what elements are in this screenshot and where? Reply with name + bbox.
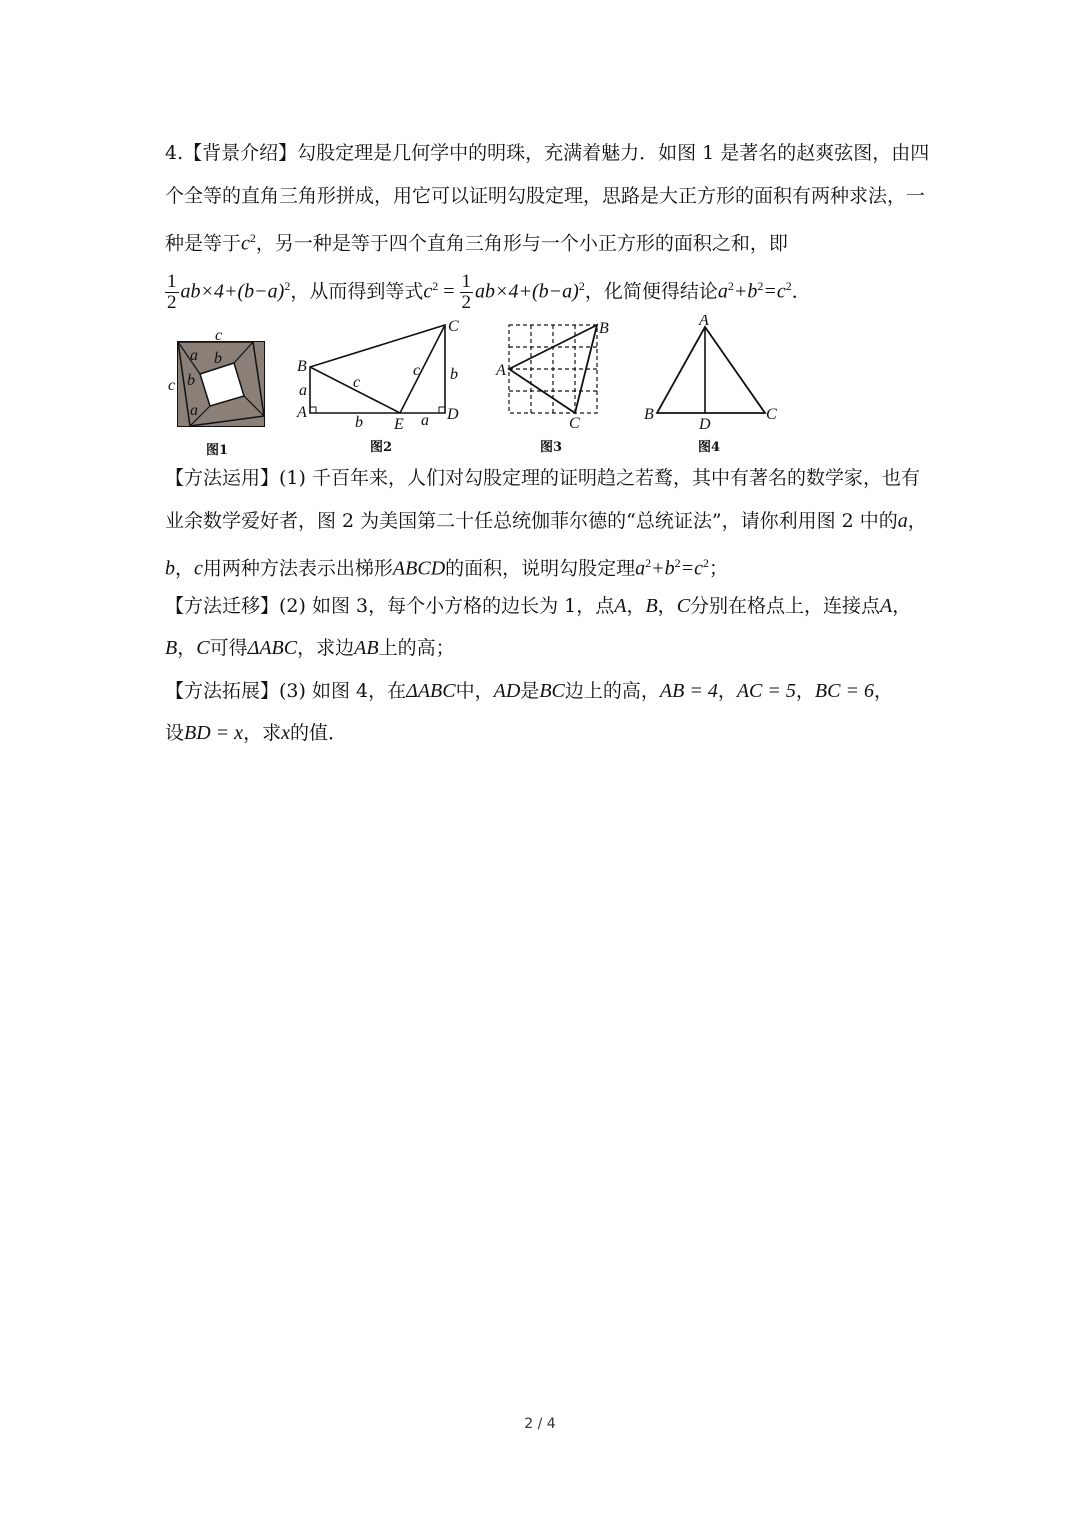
text: ，化简便得结论 (584, 280, 718, 303)
caption-fig1: 图1 (206, 443, 229, 458)
figure-4 (640, 315, 780, 464)
text: ，求 (243, 722, 282, 744)
text: ． (791, 280, 811, 303)
label-b: b (450, 366, 458, 383)
math-triangle: ΔABC (406, 680, 456, 702)
text: ， (907, 510, 927, 532)
triangle-abc (657, 327, 765, 413)
frac-num: 1 (167, 270, 177, 292)
math-AD: AD (493, 680, 521, 702)
text: 【方法迁移】(2) 如图 3，每个小方格的边长为 1，点 (165, 595, 615, 617)
frac-num: 1 (461, 270, 471, 292)
math-sup: 2 (645, 556, 652, 570)
frac-den: 2 (167, 291, 177, 313)
problem-line-4 (165, 264, 811, 313)
label-A: A (496, 362, 506, 379)
label-a: a (190, 347, 198, 364)
method1-line-2 (165, 509, 927, 533)
math-sup: 2 (785, 279, 792, 293)
label-C: C (766, 406, 777, 423)
text: ； (709, 557, 729, 580)
label-c: c (215, 330, 223, 344)
text: 用两种方法表示出梯形 (202, 557, 393, 580)
fraction-half (165, 272, 179, 313)
text: 上的高； (378, 637, 455, 659)
math-b: +b (651, 557, 675, 580)
label-D: D (699, 416, 711, 433)
math-sup: 2 (249, 231, 256, 245)
label-B: B (644, 406, 654, 423)
page-number: 2 / 4 (524, 1416, 556, 1432)
label-a: a (190, 402, 198, 419)
figure-3 (495, 315, 625, 464)
label-a: a (421, 412, 429, 429)
math-ab-eq: AB = 4 (659, 680, 718, 702)
label-b: b (187, 372, 195, 389)
label-A: A (699, 315, 709, 329)
problem-line-2 (165, 184, 925, 208)
problem-line-3 (165, 226, 788, 255)
method2-line-2 (165, 636, 455, 660)
math-triangle: ΔABC (247, 637, 298, 659)
text: 业余数学爱好者，图 2 为美国第二十任总统伽菲尔德的“总统证法”，请你利用图 2 中的 (165, 510, 898, 532)
text: 中， (455, 680, 494, 702)
label-c: c (353, 374, 361, 391)
math-B: B (645, 595, 658, 617)
figure-1-drawing (168, 330, 272, 460)
math-a: a (635, 557, 646, 580)
label-c: c (168, 377, 176, 394)
math-eq: = (438, 280, 460, 303)
text: ，求边 (297, 637, 355, 659)
grid (509, 325, 597, 413)
math-c: =c (680, 557, 704, 580)
math-sup: 2 (674, 556, 681, 570)
text: ， (892, 595, 912, 617)
method2-line-1 (165, 594, 911, 618)
method1-line-1 (165, 466, 920, 490)
math-b: b (165, 557, 175, 580)
math-sup: 2 (703, 556, 710, 570)
figure-4-drawing (640, 315, 780, 460)
label-E: E (394, 416, 404, 433)
math-a: a (717, 280, 728, 303)
text: 4.【背景介绍】勾股定理是几何学中的明珠，充满着魅力．如图 1 是著名的赵爽弦图，由四 (165, 142, 930, 164)
math-bc-eq: BC = 6 (814, 680, 874, 702)
label-b: b (355, 414, 363, 431)
math-a: a (897, 510, 908, 532)
figure-2 (295, 315, 471, 464)
caption-fig3: 图3 (540, 440, 563, 455)
math-C: C (676, 595, 691, 617)
math-sup: 2 (432, 279, 439, 293)
math-b: +b (733, 280, 758, 303)
method3-line-1 (165, 679, 893, 703)
text: ， (873, 680, 893, 702)
math-C: C (196, 637, 210, 659)
math-B: B (165, 637, 178, 659)
text: 【方法运用】(1) 千百年来，人们对勾股定理的证明趋之若鹜，其中有著名的数学家，也有 (165, 467, 920, 489)
math-AB: AB (354, 637, 379, 659)
text: 分别在格点上，连接点 (690, 595, 881, 617)
text: ， (626, 595, 646, 617)
trapezoid (310, 325, 445, 413)
math-expr1: ab×4+(b−a) (180, 280, 285, 303)
text: 设 (165, 722, 185, 744)
text: ， (175, 557, 195, 580)
math-c: c (241, 232, 250, 255)
right-angle-a (310, 407, 316, 413)
math-ac-eq: AC = 5 (736, 680, 796, 702)
label-B: B (297, 358, 307, 375)
text: 是 (520, 680, 540, 702)
text: ， (177, 637, 197, 659)
math-sup: 2 (757, 279, 764, 293)
caption-fig4: 图4 (698, 440, 721, 455)
math-c: =c (763, 280, 786, 303)
math-sup: 2 (727, 279, 734, 293)
text: ，从而得到等式 (290, 280, 424, 303)
figure-2-drawing (295, 315, 471, 460)
text: 【方法拓展】(3) 如图 4，在 (165, 680, 407, 702)
math-abcd: ABCD (392, 557, 446, 580)
problem-line-1 (165, 141, 929, 165)
label-b: b (214, 350, 222, 367)
label-D: D (447, 406, 459, 423)
text: ，另一种是等于四个直角三角形与一个小正方形的面积之和，即 (255, 232, 788, 255)
text: ， (717, 680, 737, 702)
math-c: c (423, 280, 433, 303)
text: ， (795, 680, 815, 702)
label-c: c (413, 362, 421, 379)
figure-3-drawing (495, 315, 625, 460)
math-sup: 2 (578, 279, 585, 293)
caption-fig2: 图2 (370, 440, 393, 455)
math-c: c (194, 557, 203, 580)
math-BC: BC (539, 680, 565, 702)
right-angle-d (439, 407, 445, 413)
label-C: C (569, 415, 580, 432)
math-expr2: ab×4+(b−a) (475, 280, 579, 303)
label-C: C (448, 318, 459, 335)
label-A: A (297, 404, 307, 421)
method1-line-3 (165, 551, 728, 580)
math-A: A (614, 595, 627, 617)
text: 种是等于 (165, 232, 242, 255)
text: 可得 (209, 637, 248, 659)
text: 边上的高， (564, 680, 660, 702)
math-x: x (281, 722, 290, 744)
math-bd-eq: BD = x (184, 722, 244, 744)
text: 的面积，说明勾股定理 (445, 557, 636, 580)
label-a: a (299, 382, 307, 399)
segment-ce (400, 325, 445, 413)
text: ， (657, 595, 677, 617)
figure-1 (168, 330, 272, 464)
text: 个全等的直角三角形拼成，用它可以证明勾股定理，思路是大正方形的面积有两种求法，一 (165, 185, 926, 207)
method3-line-2 (165, 721, 347, 745)
label-B: B (599, 320, 609, 337)
text: 的值． (289, 722, 347, 744)
math-sup: 2 (284, 279, 291, 293)
frac-den: 2 (461, 291, 471, 313)
fraction-half-2 (460, 272, 474, 313)
math-A: A (880, 595, 893, 617)
